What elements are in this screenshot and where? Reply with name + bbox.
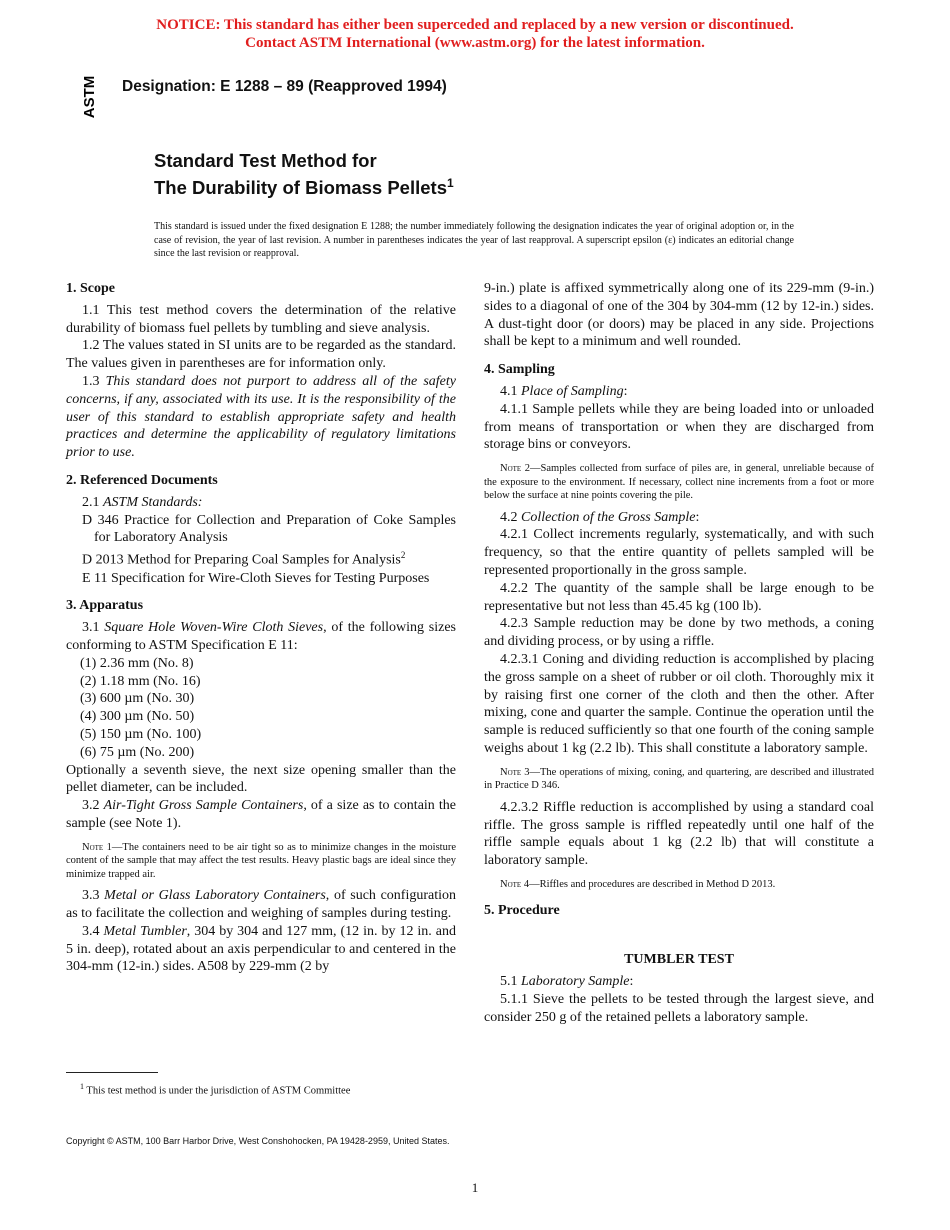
para-4-1-label: Place of Sampling: [521, 383, 624, 399]
designation: Designation: E 1288 – 89 (Reapproved 1994): [122, 78, 447, 95]
section-4-heading: 4. Sampling: [484, 362, 555, 378]
para-3-3-label: Metal or Glass Laboratory Containers: [104, 888, 326, 904]
reference-d2013-sup: 2: [400, 550, 406, 561]
para-2-1-label: ASTM Standards:: [103, 494, 203, 510]
para-5-1-1: 5.1.1 Sieve the pellets to be tested through the largest sieve, and consider 250 g of the retained pellets a laboratory sample.: [484, 991, 874, 1025]
footnote-sup: 1: [80, 1082, 84, 1091]
section-2-heading: 2. Referenced Documents: [66, 472, 218, 488]
issuance-statement: This standard is issued under the fixed designation E 1288; the number immediately following the designation indicates the year of original adoption or, in the case of revision, the year of last revision. A number in parentheses indicates the year of last reapproval. A superscript epsilon (ε) indicates an editorial change since the last revision or reapproval.: [154, 221, 794, 259]
para-3-4-continued: 9-in.) plate is affixed symmetrically along one of its 229-mm (9-in.) sides to a diagonal of one of the 304 by 304-mm (12 by 12-in.) sides. A dust-tight door (or doors) may be placed in any side. Projections shall be kept to a minimum and well rounded.: [484, 281, 874, 350]
para-3-2-num: 3.2: [82, 798, 104, 814]
para-4-1-colon: :: [623, 383, 628, 399]
note-4-label: Note: [500, 879, 522, 891]
para-2-1: [66, 494, 456, 512]
para-1-1: 1.1 This test method covers the determination of the relative durability of biomass fuel pellets by tumbling and sieve analysis.: [66, 302, 456, 336]
title-line-2: [154, 172, 454, 199]
section-1-heading: 1. Scope: [66, 281, 115, 296]
para-5-1-colon: :: [629, 974, 634, 990]
note-4: [484, 878, 874, 892]
notice-line-1: NOTICE: This standard has either been superceded and replaced by a new version or discontinued.: [156, 17, 794, 33]
para-4-2: [484, 509, 874, 527]
copyright: Copyright © ASTM, 100 Barr Harbor Drive, West Conshohocken, PA 19428-2959, United States.: [66, 1136, 450, 1146]
para-4-1-1: 4.1.1 Sample pellets while they are being loaded into or unloaded from means of transportation or when they are discharged from storage bins or conveyors.: [484, 401, 874, 453]
sieve-item: (4) 300 µm (No. 50): [80, 709, 195, 725]
reference-d2013-text: D 2013 Method for Preparing Coal Samples for Analysis: [82, 552, 401, 568]
para-3-3-text: , of such configuration as to facilitate the collection and weighing of samples during testing.: [66, 888, 457, 922]
astm-logo-text: ASTM: [81, 75, 98, 119]
para-3-1-label: Square Hole Woven-Wire Cloth Sieves: [104, 620, 324, 636]
para-3-2-label: Air-Tight Gross Sample Containers: [103, 798, 304, 814]
para-3-1-num: 3.1: [82, 620, 105, 636]
reference-e11: E 11 Specification for Wire-Cloth Sieves for Testing Purposes: [82, 570, 430, 586]
document-title: [154, 150, 454, 199]
para-5-1-label: Laboratory Sample: [521, 974, 630, 990]
para-3-1-text: , of the following sizes conforming to ASTM Specification E 11:: [66, 620, 457, 653]
section-5-heading: 5. Procedure: [484, 902, 560, 918]
para-4-2-3-2: 4.2.3.2 Riffle reduction is accomplished by using a standard coal riffle. The gross sample is riffled repeatedly until one half of the riffle sample equals about 1 kg (2.2 lb) that will constitute a laboratory sample.: [484, 799, 874, 869]
note-3-text: 3—The operations of mixing, coning, and quartering, are described and illustrated in Practice D 346.: [484, 766, 874, 792]
para-5-1: [484, 973, 874, 991]
title-line-1: Standard Test Method for: [154, 150, 377, 171]
astm-logo-icon: [64, 74, 110, 120]
para-4-2-3: 4.2.3 Sample reduction may be done by two methods, a coning and dividing process, or by using a riffle.: [484, 616, 874, 650]
para-1-2: 1.2 The values stated in SI units are to be regarded as the standard. The values given in parentheses are for information only.: [66, 338, 456, 372]
title-main: The Durability of Biomass Pellets: [154, 177, 447, 199]
notice-line-2: Contact ASTM International (www.astm.org) for the latest information.: [245, 35, 705, 51]
para-3-3-num: 3.3: [82, 888, 105, 904]
para-3-2: [66, 797, 456, 833]
para-1-3-num: 1.3: [82, 373, 106, 389]
page-number: 1: [471, 1180, 479, 1195]
para-4-1: [484, 383, 874, 401]
para-3-3: [66, 887, 456, 923]
sieve-item: (3) 600 µm (No. 30): [80, 691, 195, 707]
notice-banner: [0, 16, 950, 52]
note-2: [484, 462, 874, 503]
para-4-2-num: 4.2: [500, 509, 521, 525]
para-1-3-text: This standard does not purport to address all of the safety concerns, if any, associated with its use. It is the responsibility of the user of this standard to establish appropriate safety and health practices and determine the applicability of regulatory limitations prior to use.: [66, 373, 457, 461]
para-5-1-num: 5.1: [500, 974, 521, 990]
para-4-2-label: Collection of the Gross Sample: [521, 509, 696, 525]
note-1: [66, 841, 456, 882]
para-2-1-num: 2.1: [82, 494, 103, 510]
note-1-text: 1—The containers need to be air tight so as to minimize changes in the moisture content of the sample that may affect the test results. Heavy plastic bags are ideal since they minimize trapped air.: [66, 841, 456, 880]
para-4-2-3-1: 4.2.3.1 Coning and dividing reduction is accomplished by placing the gross sample on a sheet of rubber or oil cloth. Thoroughly mix it by raising first one corner of the cloth and then the other. After mixing, cone and quarter the sample. Continue the operation until the sample is reduced sufficiently so that one fourth of the coning sample weighs about 1 kg (2.2 lb). This shall constitute a laboratory sample.: [484, 652, 874, 757]
para-3-4-label: Metal Tumbler: [103, 923, 187, 939]
note-2-text: 2—Samples collected from surface of piles are, in general, unreliable because of the exposure to the environment. If necessary, collect nine increments from a foot or more below the surface at nine points covering the pile.: [484, 463, 874, 502]
note-3-label: Note: [500, 766, 522, 778]
reference-d2013: [66, 547, 456, 569]
para-3-2-text: , of a size as to contain the sample (see Note 1).: [66, 798, 456, 831]
title-footnote-ref: 1: [447, 176, 454, 190]
note-1-label: Note: [82, 841, 104, 853]
footnote: [80, 1082, 350, 1097]
footnote-divider: [66, 1072, 158, 1073]
footnote-text: This test method is under the jurisdiction of ASTM Committee: [84, 1085, 351, 1097]
para-3-4: [66, 923, 456, 976]
sieve-item: (5) 150 µm (No. 100): [80, 726, 202, 742]
left-column: [66, 280, 456, 976]
sieve-item: (6) 75 µm (No. 200): [80, 744, 195, 760]
sieve-item: (1) 2.36 mm (No. 8): [80, 655, 194, 671]
para-3-4-num: 3.4: [82, 923, 104, 939]
para-4-2-2: 4.2.2 The quantity of the sample shall be large enough to be representative but not less than 45.45 kg (100 lb).: [484, 580, 874, 614]
para-4-2-colon: :: [695, 509, 700, 525]
para-4-2-1: 4.2.1 Collect increments regularly, systematically, and with such frequency, so that the entire quantity of pellets sampled will be represented proportionally in the gross sample.: [484, 527, 874, 579]
para-3-1: [66, 619, 456, 655]
para-1-3: [66, 373, 456, 462]
para-3-1-after: Optionally a seventh sieve, the next size opening smaller than the pellet diameter, can be included.: [66, 762, 456, 796]
section-3-heading: 3. Apparatus: [66, 598, 144, 614]
right-column: [484, 280, 874, 1027]
tumbler-test-heading: TUMBLER TEST: [624, 952, 734, 968]
note-4-text: 4—Riffles and procedures are described in Method D 2013.: [521, 879, 776, 891]
note-3: [484, 766, 874, 793]
reference-d346: D 346 Practice for Collection and Preparation of Coke Samples for Laboratory Analysis: [82, 512, 456, 546]
note-2-label: Note: [500, 463, 522, 475]
sieve-item: (2) 1.18 mm (No. 16): [80, 673, 201, 689]
para-4-1-num: 4.1: [500, 383, 521, 399]
para-3-4-text: , 304 by 304 and 127 mm, (12 in. by 12 in. and 5 in. deep), rotated about an axis perpendicular to and centered in the 304-mm (12-in.) sides. A508 by 229-mm (2 by: [66, 923, 456, 975]
